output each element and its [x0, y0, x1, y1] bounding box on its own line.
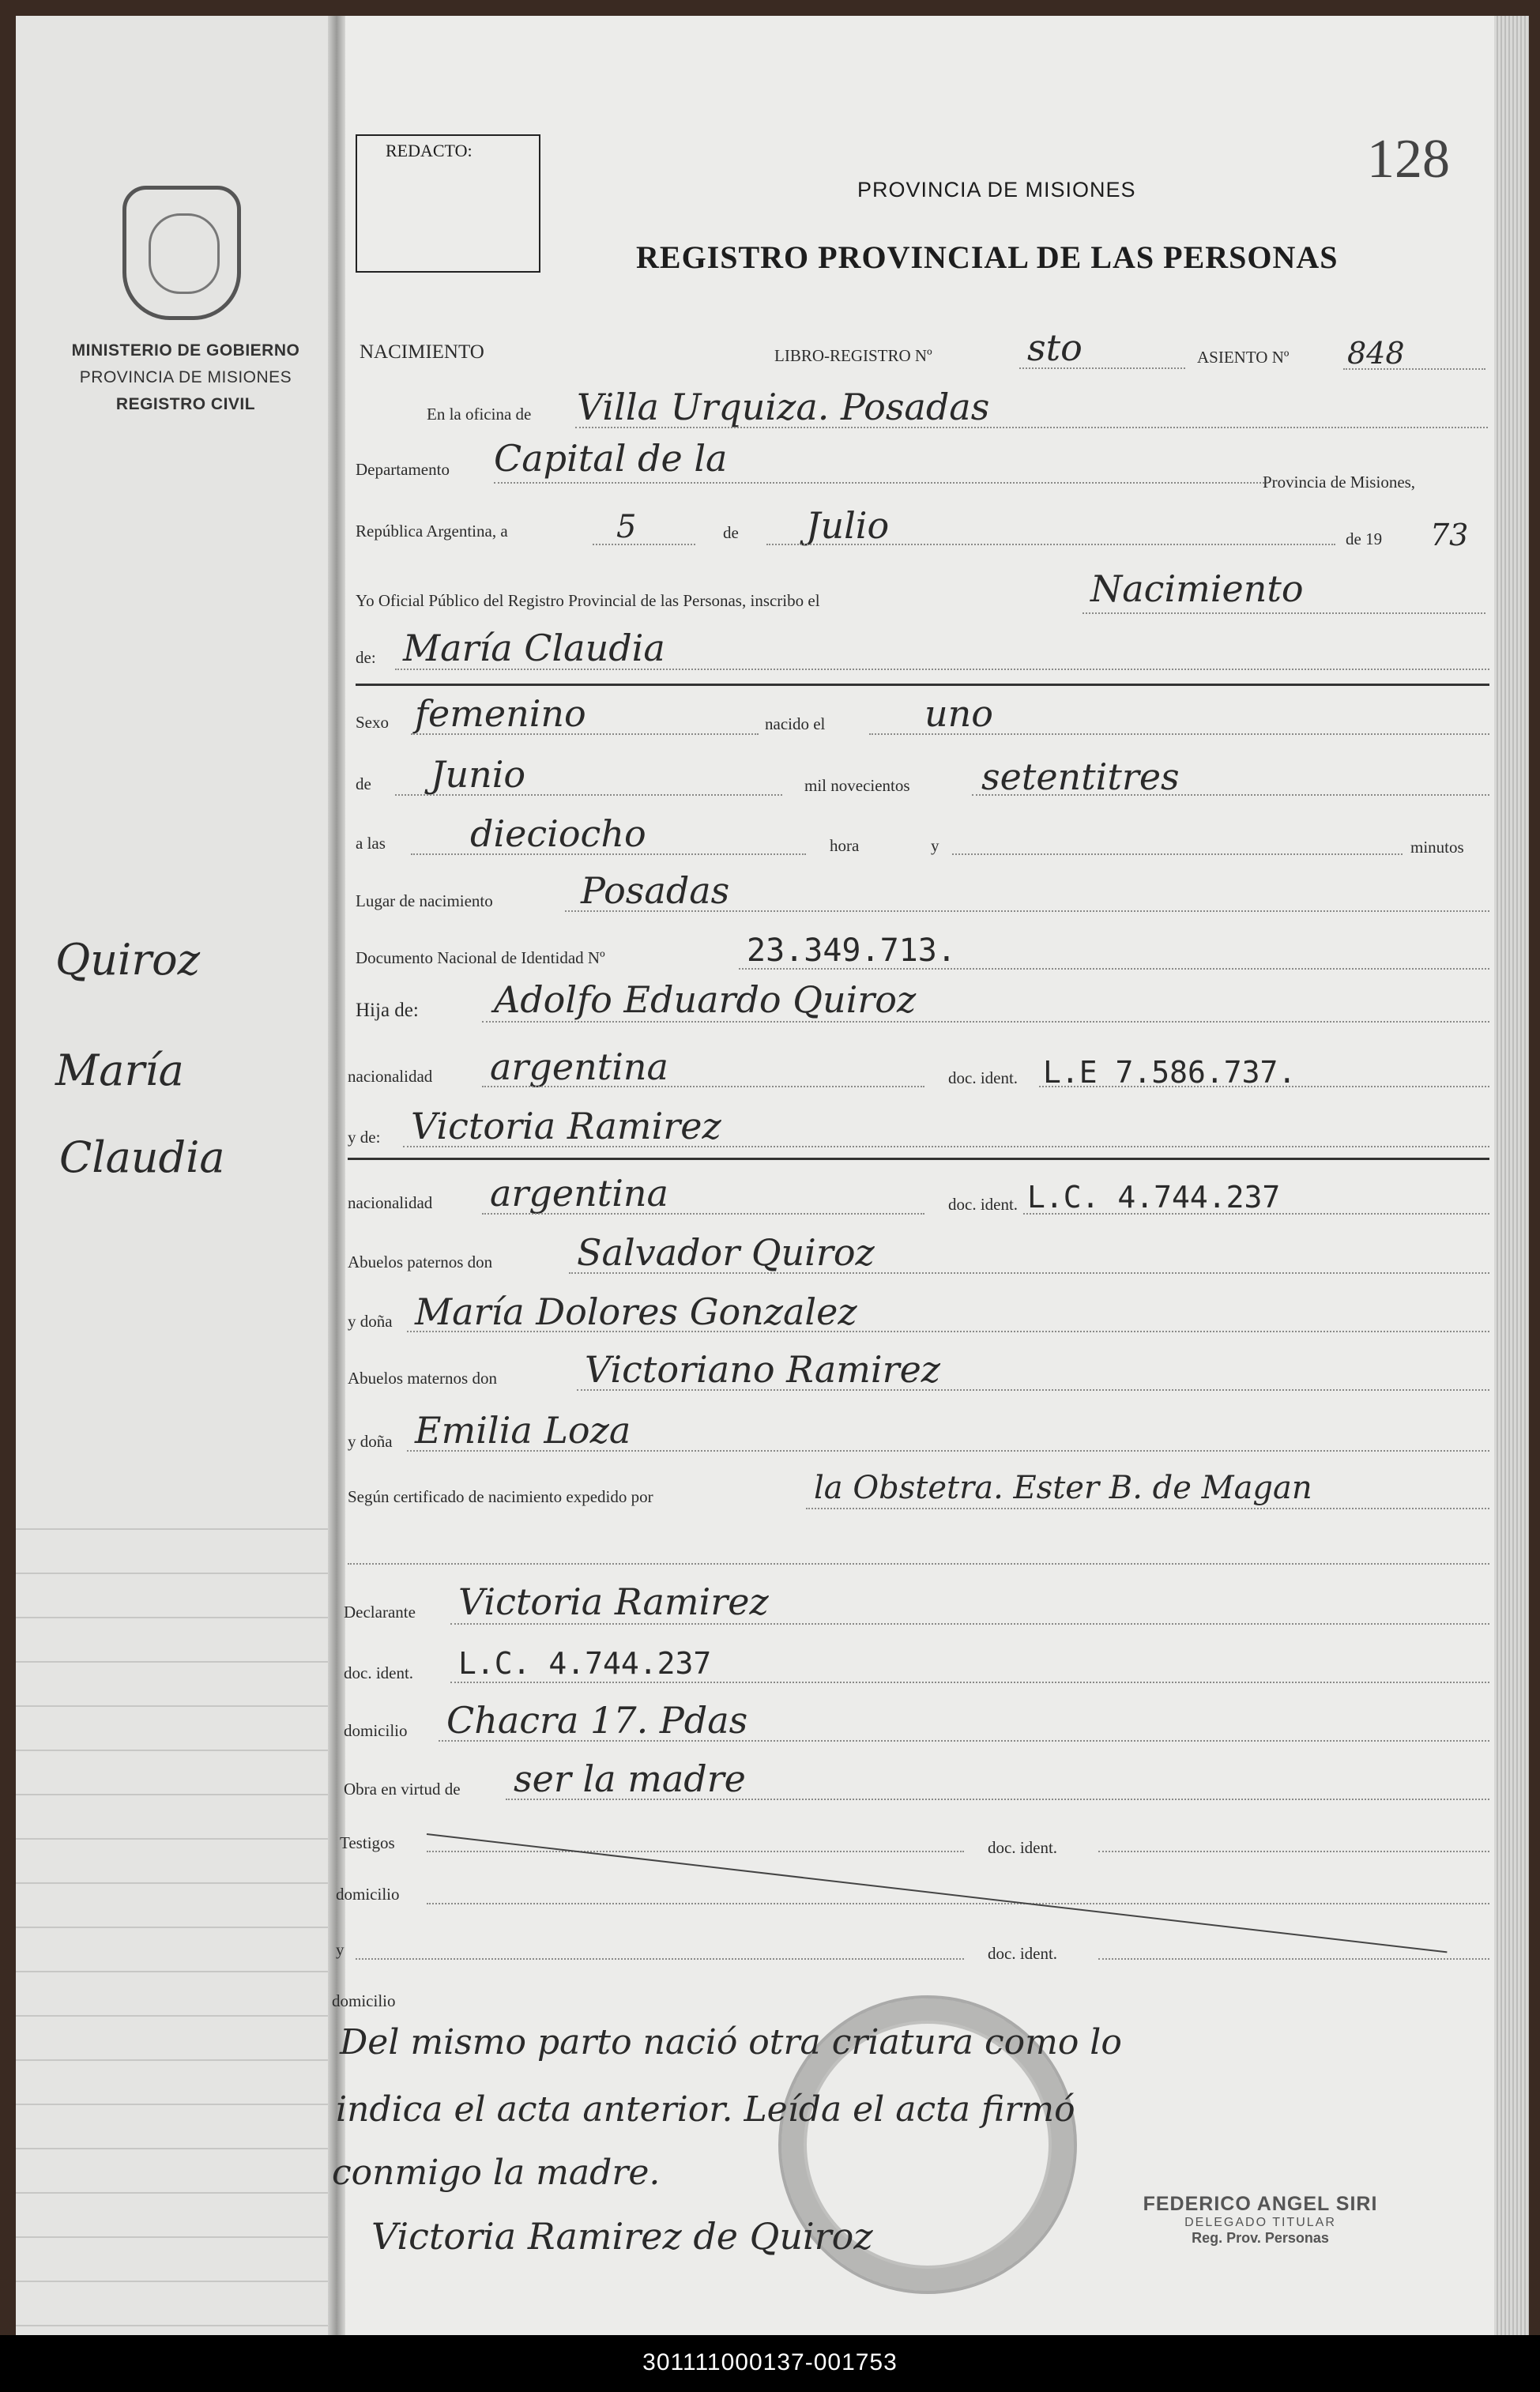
ministry-line-1: MINISTERIO DE GOBIERNO [71, 341, 300, 360]
obra-label: Obra en virtud de [344, 1780, 461, 1799]
minutos-label: minutos [1410, 838, 1464, 857]
observacion-line-3: conmigo la madre. [332, 2153, 661, 2193]
nombre-value: María Claudia [403, 627, 665, 669]
inscribo-value: Nacimiento [1090, 567, 1304, 610]
abuelo-materno-value: Victoriano Ramirez [585, 1348, 941, 1391]
hija-label: Hija de: [356, 1000, 419, 1021]
testigo2-domicilio-label: domicilio [332, 1991, 396, 2010]
madre-nacionalidad-value: argentina [490, 1172, 668, 1215]
y-label: y [931, 836, 939, 855]
left-page [16, 16, 336, 2335]
testigo1-domicilio-label: domicilio [336, 1885, 400, 1904]
official-office: Reg. Prov. Personas [1192, 2230, 1329, 2246]
testigos-label: Testigos [340, 1833, 395, 1852]
hora-label: hora [830, 836, 860, 855]
abuela-paterna-label: y doña [348, 1312, 393, 1331]
abuelo-paterno-value: Salvador Quiroz [577, 1231, 875, 1274]
republica-label: República Argentina, a [356, 522, 508, 541]
page-edges [1494, 16, 1529, 2335]
declarante-domicilio-label: domicilio [344, 1721, 408, 1740]
hora-value: dieciocho [470, 812, 646, 855]
sexo-value: femenino [415, 692, 586, 735]
anio-value: 73 [1430, 518, 1469, 552]
observacion-line-2: indica el acta anterior. Leída el acta firmó [336, 2089, 1075, 2130]
oficina-label: En la oficina de [427, 405, 532, 424]
mes-nac-value: Junio [431, 753, 526, 796]
certificado-value: la Obstetra. Ester B. de Magan [814, 1470, 1312, 1506]
page-number: 128 [1367, 129, 1450, 190]
declarante-domicilio-value: Chacra 17. Pdas [446, 1699, 748, 1742]
official-role: DELEGADO TITULAR [1184, 2216, 1336, 2229]
registry-heading: REGISTRO PROVINCIAL DE LAS PERSONAS [636, 239, 1339, 275]
sexo-label: Sexo [356, 713, 389, 732]
testigo1-doc-label: doc. ident. [988, 1838, 1058, 1857]
lugar-label: Lugar de nacimiento [356, 891, 493, 910]
dni-label: Documento Nacional de Identidad Nº [356, 948, 605, 967]
redacto-label: REDACTO: [386, 141, 473, 160]
declarante-doc-label: doc. ident. [344, 1663, 414, 1682]
anio-prefix: de 19 [1346, 529, 1383, 548]
y-de-label: y de: [348, 1128, 381, 1147]
declarante-value: Victoria Ramirez [458, 1580, 769, 1623]
document-sheet [16, 16, 1529, 2335]
asiento-value: 848 [1347, 336, 1405, 371]
madre-value: Victoria Ramirez [411, 1105, 721, 1147]
ministry-line-3: REGISTRO CIVIL [115, 395, 256, 413]
anio-nac-value: setentitres [981, 755, 1180, 798]
lugar-value: Posadas [581, 869, 730, 912]
mil-label: mil novecientos [804, 776, 910, 795]
de3-label: de [356, 774, 371, 793]
abuela-materna-value: Emilia Loza [415, 1409, 631, 1452]
oficial-text: Yo Oficial Público del Registro Provincial de las Personas, inscribo el [356, 591, 820, 610]
padre-doc-label: doc. ident. [948, 1068, 1019, 1087]
margin-middle-name: Claudia [59, 1132, 225, 1182]
ministry-line-2: PROVINCIA DE MISIONES [79, 368, 292, 386]
nombre-label: de: [356, 648, 376, 667]
de-label: de [723, 523, 739, 542]
departamento-value: Capital de la [494, 437, 728, 480]
libro-label: LIBRO-REGISTRO Nº [774, 346, 932, 365]
abuelos-paternos-label: Abuelos paternos don [348, 1253, 493, 1271]
margin-first-name: María [55, 1045, 184, 1095]
dia-value: 5 [616, 509, 637, 545]
dni-value: 23.349.713. [747, 932, 956, 969]
testigo2-doc-label: doc. ident. [988, 1944, 1058, 1963]
book-gutter [328, 16, 345, 2335]
coat-of-arms-icon [122, 186, 241, 320]
declarant-signature: Victoria Ramirez de Quiroz [371, 2215, 873, 2258]
madre-doc-label: doc. ident. [948, 1195, 1019, 1214]
padre-nacionalidad-value: argentina [490, 1045, 668, 1088]
act-type-label: NACIMIENTO [360, 341, 484, 363]
nacido-value: uno [924, 692, 993, 735]
declarante-doc-value: L.C. 4.744.237 [458, 1646, 712, 1681]
departamento-label: Departamento [356, 460, 450, 479]
padre-doc-value: L.E 7.586.737. [1043, 1055, 1297, 1090]
padre-value: Adolfo Eduardo Quiroz [494, 978, 917, 1021]
official-signature-stamp [1118, 2193, 1403, 2247]
provincia-misiones-label: Provincia de Misiones, [1263, 473, 1416, 492]
abuelos-maternos-label: Abuelos maternos don [348, 1369, 497, 1388]
official-name: FEDERICO ANGEL SIRI [1143, 2193, 1378, 2215]
nacido-label: nacido el [765, 714, 826, 733]
obra-value: ser la madre [514, 1757, 746, 1800]
footer-bar [0, 2335, 1540, 2392]
declarante-label: Declarante [344, 1603, 416, 1622]
asiento-label: ASIENTO Nº [1197, 348, 1290, 367]
certificado-label: Según certificado de nacimiento expedido por [348, 1487, 653, 1506]
oficina-value: Villa Urquiza. Posadas [577, 386, 990, 428]
madre-doc-value: L.C. 4.744.237 [1027, 1180, 1281, 1215]
libro-value: sto [1027, 326, 1083, 369]
redacto-box [356, 134, 540, 273]
margin-surname: Quiroz [55, 935, 201, 985]
a-las-label: a las [356, 834, 386, 853]
province-heading: PROVINCIA DE MISIONES [857, 178, 1136, 202]
abuela-materna-label: y doña [348, 1432, 393, 1451]
footer-code: 301111000137-001753 [642, 2349, 898, 2375]
mes-value: Julio [806, 504, 890, 547]
madre-nacionalidad-label: nacionalidad [348, 1193, 433, 1212]
observacion-line-1: Del mismo parto nació otra criatura como lo [340, 2022, 1122, 2062]
abuela-paterna-value: María Dolores Gonzalez [415, 1290, 857, 1333]
padre-nacionalidad-label: nacionalidad [348, 1067, 433, 1086]
testigo2-label: y [336, 1940, 345, 1959]
